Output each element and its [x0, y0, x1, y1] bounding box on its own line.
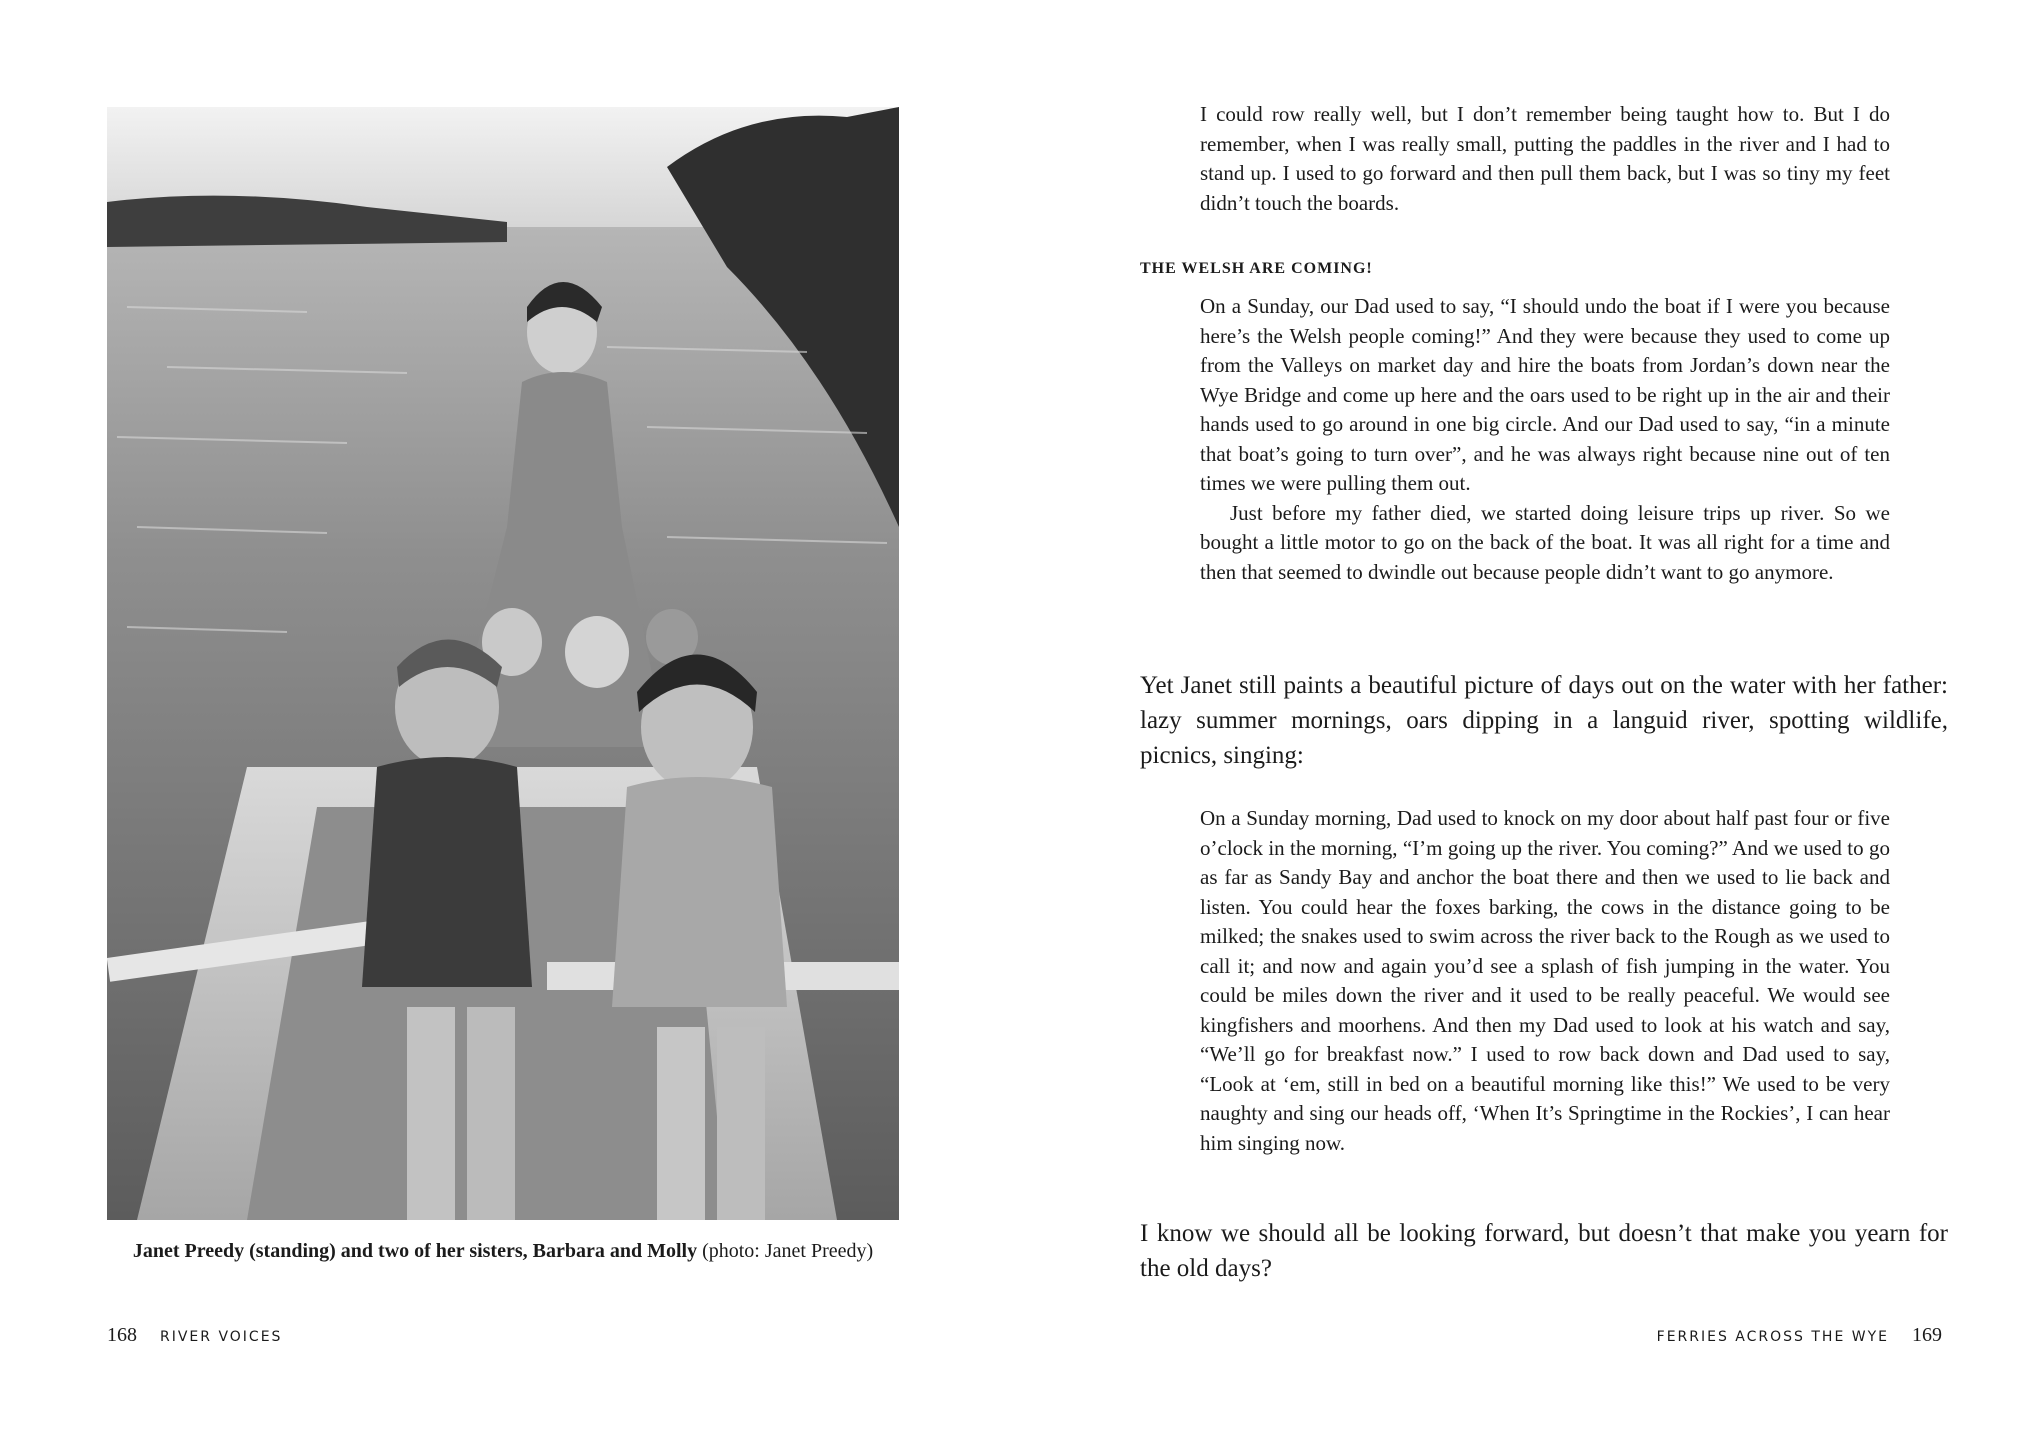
- section-heading: THE WELSH ARE COMING!: [1140, 260, 1373, 277]
- quote-welsh-paragraph-2: Just before my father died, we started doing leisure trips up river. So we bought a little motor to go on the back of the boat. It was all right for a time and then that seemed to dwindle out because people didn’t want to go anymore.: [1200, 500, 1890, 584]
- photo-caption: [107, 1238, 899, 1264]
- right-page: [1010, 0, 2020, 1430]
- page-number-right: 169: [1912, 1324, 1942, 1346]
- page-number-left: 168: [107, 1324, 137, 1346]
- quote-sunday-morning-text: On a Sunday morning, Dad used to knock on my door about half past four or five o’clock in the morning, “I’m going up the river. You coming?” And we used to go as far as Sandy Bay and anchor the boat there and then we used to lie back and listen. You could hear the foxes barking, the cows in the distance going to be milked; the snakes used to swim across the river back to the Rough as we used to call it; and now and again you’d see a splash of fish jumping in the water. You could be miles down the river and it used to be really peaceful. We would see kingfishers and moorhens. And then my Dad used to look at his watch and say, “We’ll go for breakfast now.” I used to row back down and Dad used to say, “Look at ‘em, still in bed on a beautiful morning like this!” We used to be very naughty and sing our heads off, ‘When It’s Springtime in the Rockies’, I can hear him singing now.: [1200, 806, 1890, 1155]
- body-paragraph-2: I know we should all be looking forward, but doesn’t that make you yearn for the old days?: [1140, 1220, 1948, 1282]
- caption-credit: (photo: Janet Preedy): [702, 1240, 874, 1262]
- running-head-right: FERRIES ACROSS THE WYE: [1656, 1329, 1889, 1345]
- left-footer: [107, 1324, 282, 1347]
- quote-sunday-morning: [1200, 804, 1890, 1158]
- quote-rowing: [1200, 100, 1890, 218]
- quote-rowing-text: I could row really well, but I don’t remember being taught how to. But I do remember, when I was really small, putting the paddles in the river and I had to stand up. I used to go forward and then pull them back, but I was so tiny my feet didn’t touch the boards.: [1200, 102, 1890, 215]
- boat-photograph: [107, 107, 899, 1220]
- right-footer: [1657, 1324, 1942, 1347]
- running-head-left: RIVER VOICES: [160, 1329, 283, 1345]
- quote-welsh-paragraph-1: On a Sunday, our Dad used to say, “I should undo the boat if I were you because here’s the Welsh people coming!” And they were because they used to come up from the Valleys on market day and hire the boats from Jordan’s down near the Wye Bridge and come up here and the oars used to be right up in the air and their hands used to go around in one big circle. And our Dad used to say, “in a minute that boat’s going to turn over”, and he was always right because nine out of ten times we were pulling them out.: [1200, 294, 1890, 495]
- quote-welsh: [1200, 292, 1890, 587]
- caption-bold: Janet Preedy (standing) and two of her sisters, Barbara and Molly: [132, 1240, 698, 1262]
- photo-illustration: [107, 107, 899, 1220]
- body-paragraph-1: Yet Janet still paints a beautiful picture of days out on the water with her father: lazy summer mornings, oars dipping in a languid river, spotting wildlife, picnics, singing:: [1140, 672, 1948, 769]
